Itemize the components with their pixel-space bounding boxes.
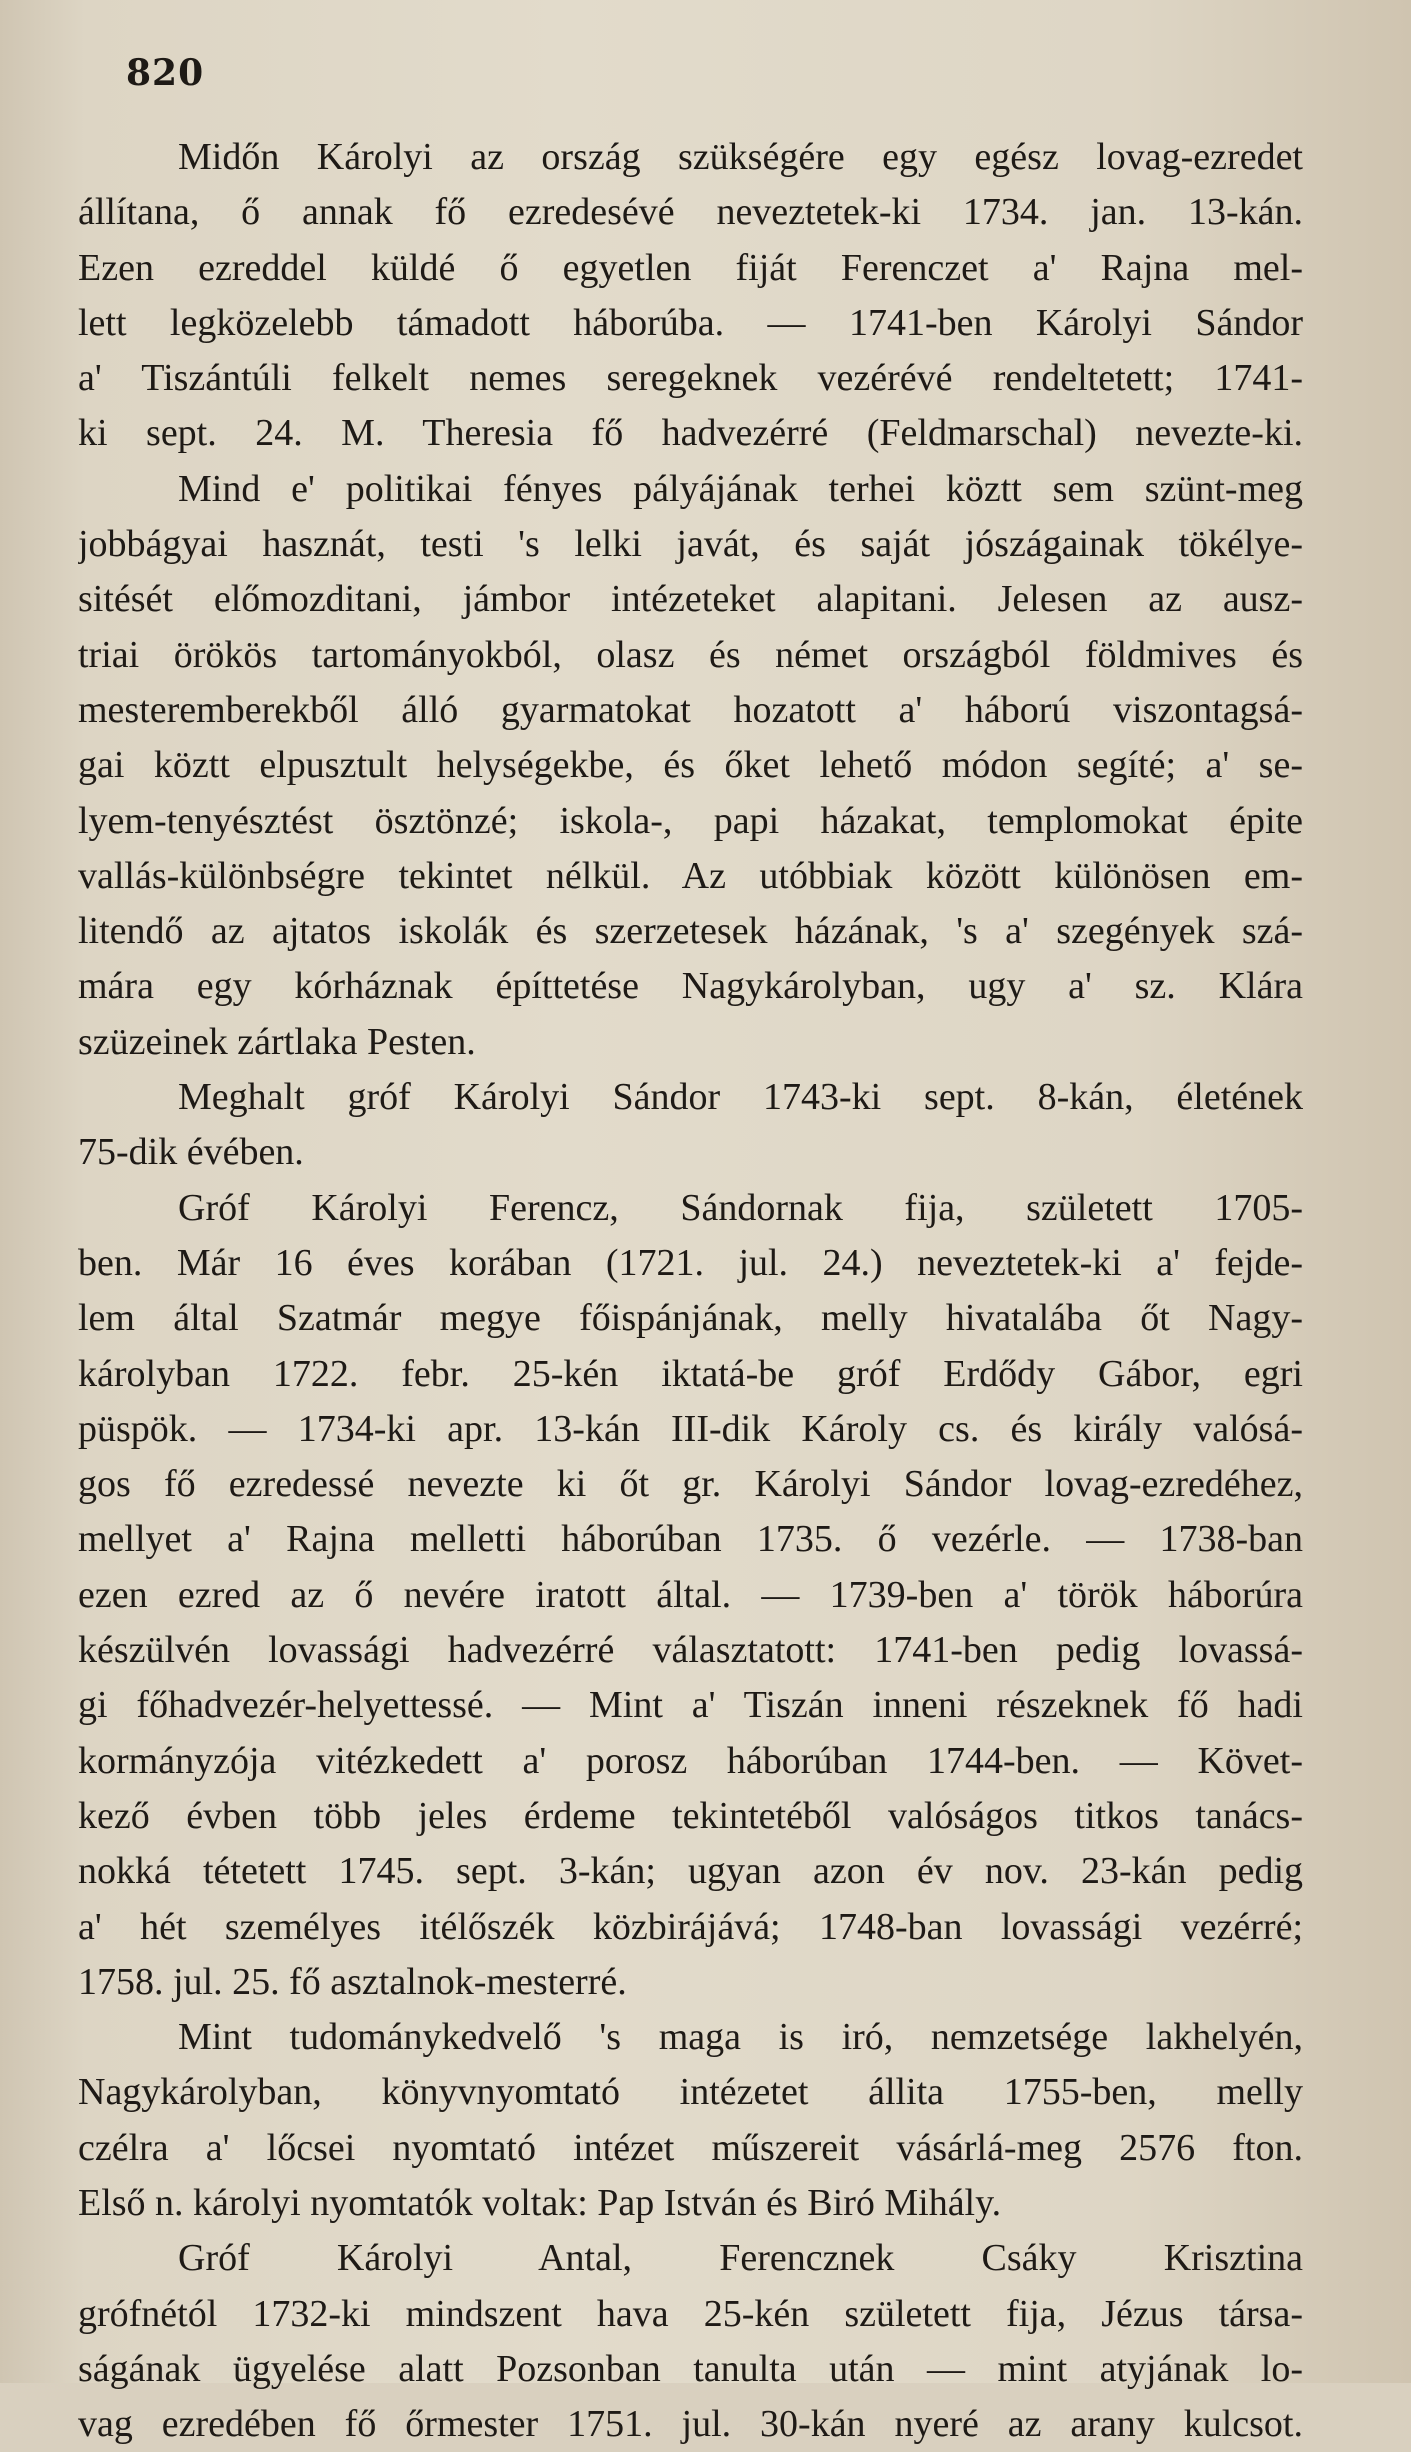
text-line: Nagykárolyban, könyvnyomtató intézetet állita 1755-ben, melly: [78, 2071, 1303, 2114]
text-line: Gróf Károlyi Antal, Ferencznek Csáky Krisztina: [178, 2237, 1303, 2280]
page-number: 820: [126, 52, 205, 94]
text-line: grófnétól 1732-ki mindszent hava 25-kén született fija, Jézus társa-: [78, 2292, 1303, 2335]
text-line: szüzeinek zártlaka Pesten.: [78, 1020, 476, 1063]
text-line: triai örökös tartományokból, olasz és német országból földmives és: [78, 633, 1303, 676]
text-line: 75-dik évében.: [78, 1131, 304, 1174]
text-line: gos fő ezredessé nevezte ki őt gr. Károlyi Sándor lovag-ezredéhez,: [78, 1463, 1303, 1506]
text-line: a' hét személyes itélőszék közbirájává; 1748-ban lovassági vezérré;: [78, 1905, 1303, 1948]
text-line: készülvén lovassági hadvezérré választatott: 1741-ben pedig lovassá-: [78, 1629, 1303, 1672]
text-line: jobbágyai hasznát, testi 's lelki javát, és saját jószágainak tökélye-: [78, 523, 1303, 566]
text-line: sitését előmozditani, jámbor intézeteket alapitani. Jelesen az ausz-: [78, 578, 1303, 621]
text-line: Meghalt gróf Károlyi Sándor 1743-ki sept. 8-kán, életének: [178, 1076, 1303, 1119]
text-line: ezen ezred az ő nevére iratott által. — 1739-ben a' török háborúra: [78, 1573, 1303, 1616]
text-line: kező évben több jeles érdeme tekintetéből valóságos titkos tanács-: [78, 1794, 1303, 1837]
text-line: vag ezredében fő őrmester 1751. jul. 30-kán nyeré az arany kulcsot.: [78, 2403, 1303, 2446]
text-line: Első n. károlyi nyomtatók voltak: Pap István és Biró Mihály.: [78, 2181, 1002, 2224]
text-line: állítana, ő annak fő ezredesévé neveztetek-ki 1734. jan. 13-kán.: [78, 191, 1303, 234]
text-line: lem által Szatmár megye főispánjának, melly hivatalába őt Nagy-: [78, 1297, 1303, 1340]
text-line: czélra a' lőcsei nyomtató intézet műszereit vásárlá-meg 2576 fton.: [78, 2126, 1303, 2169]
body-text: [78, 130, 1303, 2452]
text-line: lyem-tenyésztést ösztönzé; iskola-, papi házakat, templomokat épite: [78, 799, 1303, 842]
text-line: Ezen ezreddel küldé ő egyetlen fiját Ferenczet a' Rajna mel-: [78, 246, 1303, 289]
text-line: 1758. jul. 25. fő asztalnok-mesterré.: [78, 1960, 627, 2003]
text-line: püspök. — 1734-ki apr. 13-kán III-dik Károly cs. és király valósá-: [78, 1407, 1303, 1450]
text-line: lett legközelebb támadott háborúba. — 1741-ben Károlyi Sándor: [78, 301, 1303, 344]
text-line: ben. Már 16 éves korában (1721. jul. 24.) neveztetek-ki a' fejde-: [78, 1241, 1303, 1284]
text-line: károlyban 1722. febr. 25-kén iktatá-be gróf Erdődy Gábor, egri: [78, 1352, 1303, 1395]
text-line: a' Tiszántúli felkelt nemes seregeknek vezérévé rendeltetett; 1741-: [78, 357, 1303, 400]
text-line: mesteremberekből álló gyarmatokat hozatott a' háború viszontagsá-: [78, 688, 1303, 731]
text-line: Gróf Károlyi Ferencz, Sándornak fija, született 1705-: [178, 1186, 1303, 1229]
text-line: Midőn Károlyi az ország szükségére egy egész lovag-ezredet: [178, 136, 1303, 178]
text-line: mellyet a' Rajna melletti háborúban 1735. ő vezérle. — 1738-ban: [78, 1518, 1303, 1561]
text-line: mára egy kórháznak építtetése Nagykárolyban, ugy a' sz. Klára: [78, 965, 1303, 1008]
text-line: litendő az ajtatos iskolák és szerzetesek házának, 's a' szegények szá-: [78, 910, 1303, 953]
text-line: gi főhadvezér-helyettessé. — Mint a' Tiszán inneni részeknek fő hadi: [78, 1684, 1303, 1727]
text-line: Mind e' politikai fényes pályájának terhei köztt sem szünt-meg: [178, 467, 1303, 510]
text-line: kormányzója vitézkedett a' porosz háborúban 1744-ben. — Követ-: [78, 1739, 1303, 1782]
text-line: gai köztt elpusztult helységekbe, és őket lehető módon segíté; a' se-: [78, 744, 1303, 787]
text-line: vallás-különbségre tekintet nélkül. Az utóbbiak között különösen em-: [78, 854, 1303, 897]
text-line: nokká tétetett 1745. sept. 3-kán; ugyan azon év nov. 23-kán pedig: [78, 1850, 1303, 1893]
text-line: ki sept. 24. M. Theresia fő hadvezérré (Feldmarschal) nevezte-ki.: [78, 412, 1303, 455]
text-line: ságának ügyelése alatt Pozsonban tanulta után — mint atyjának lo-: [78, 2347, 1303, 2390]
text-line: Mint tudománykedvelő 's maga is iró, nemzetsége lakhelyén,: [178, 2016, 1303, 2059]
